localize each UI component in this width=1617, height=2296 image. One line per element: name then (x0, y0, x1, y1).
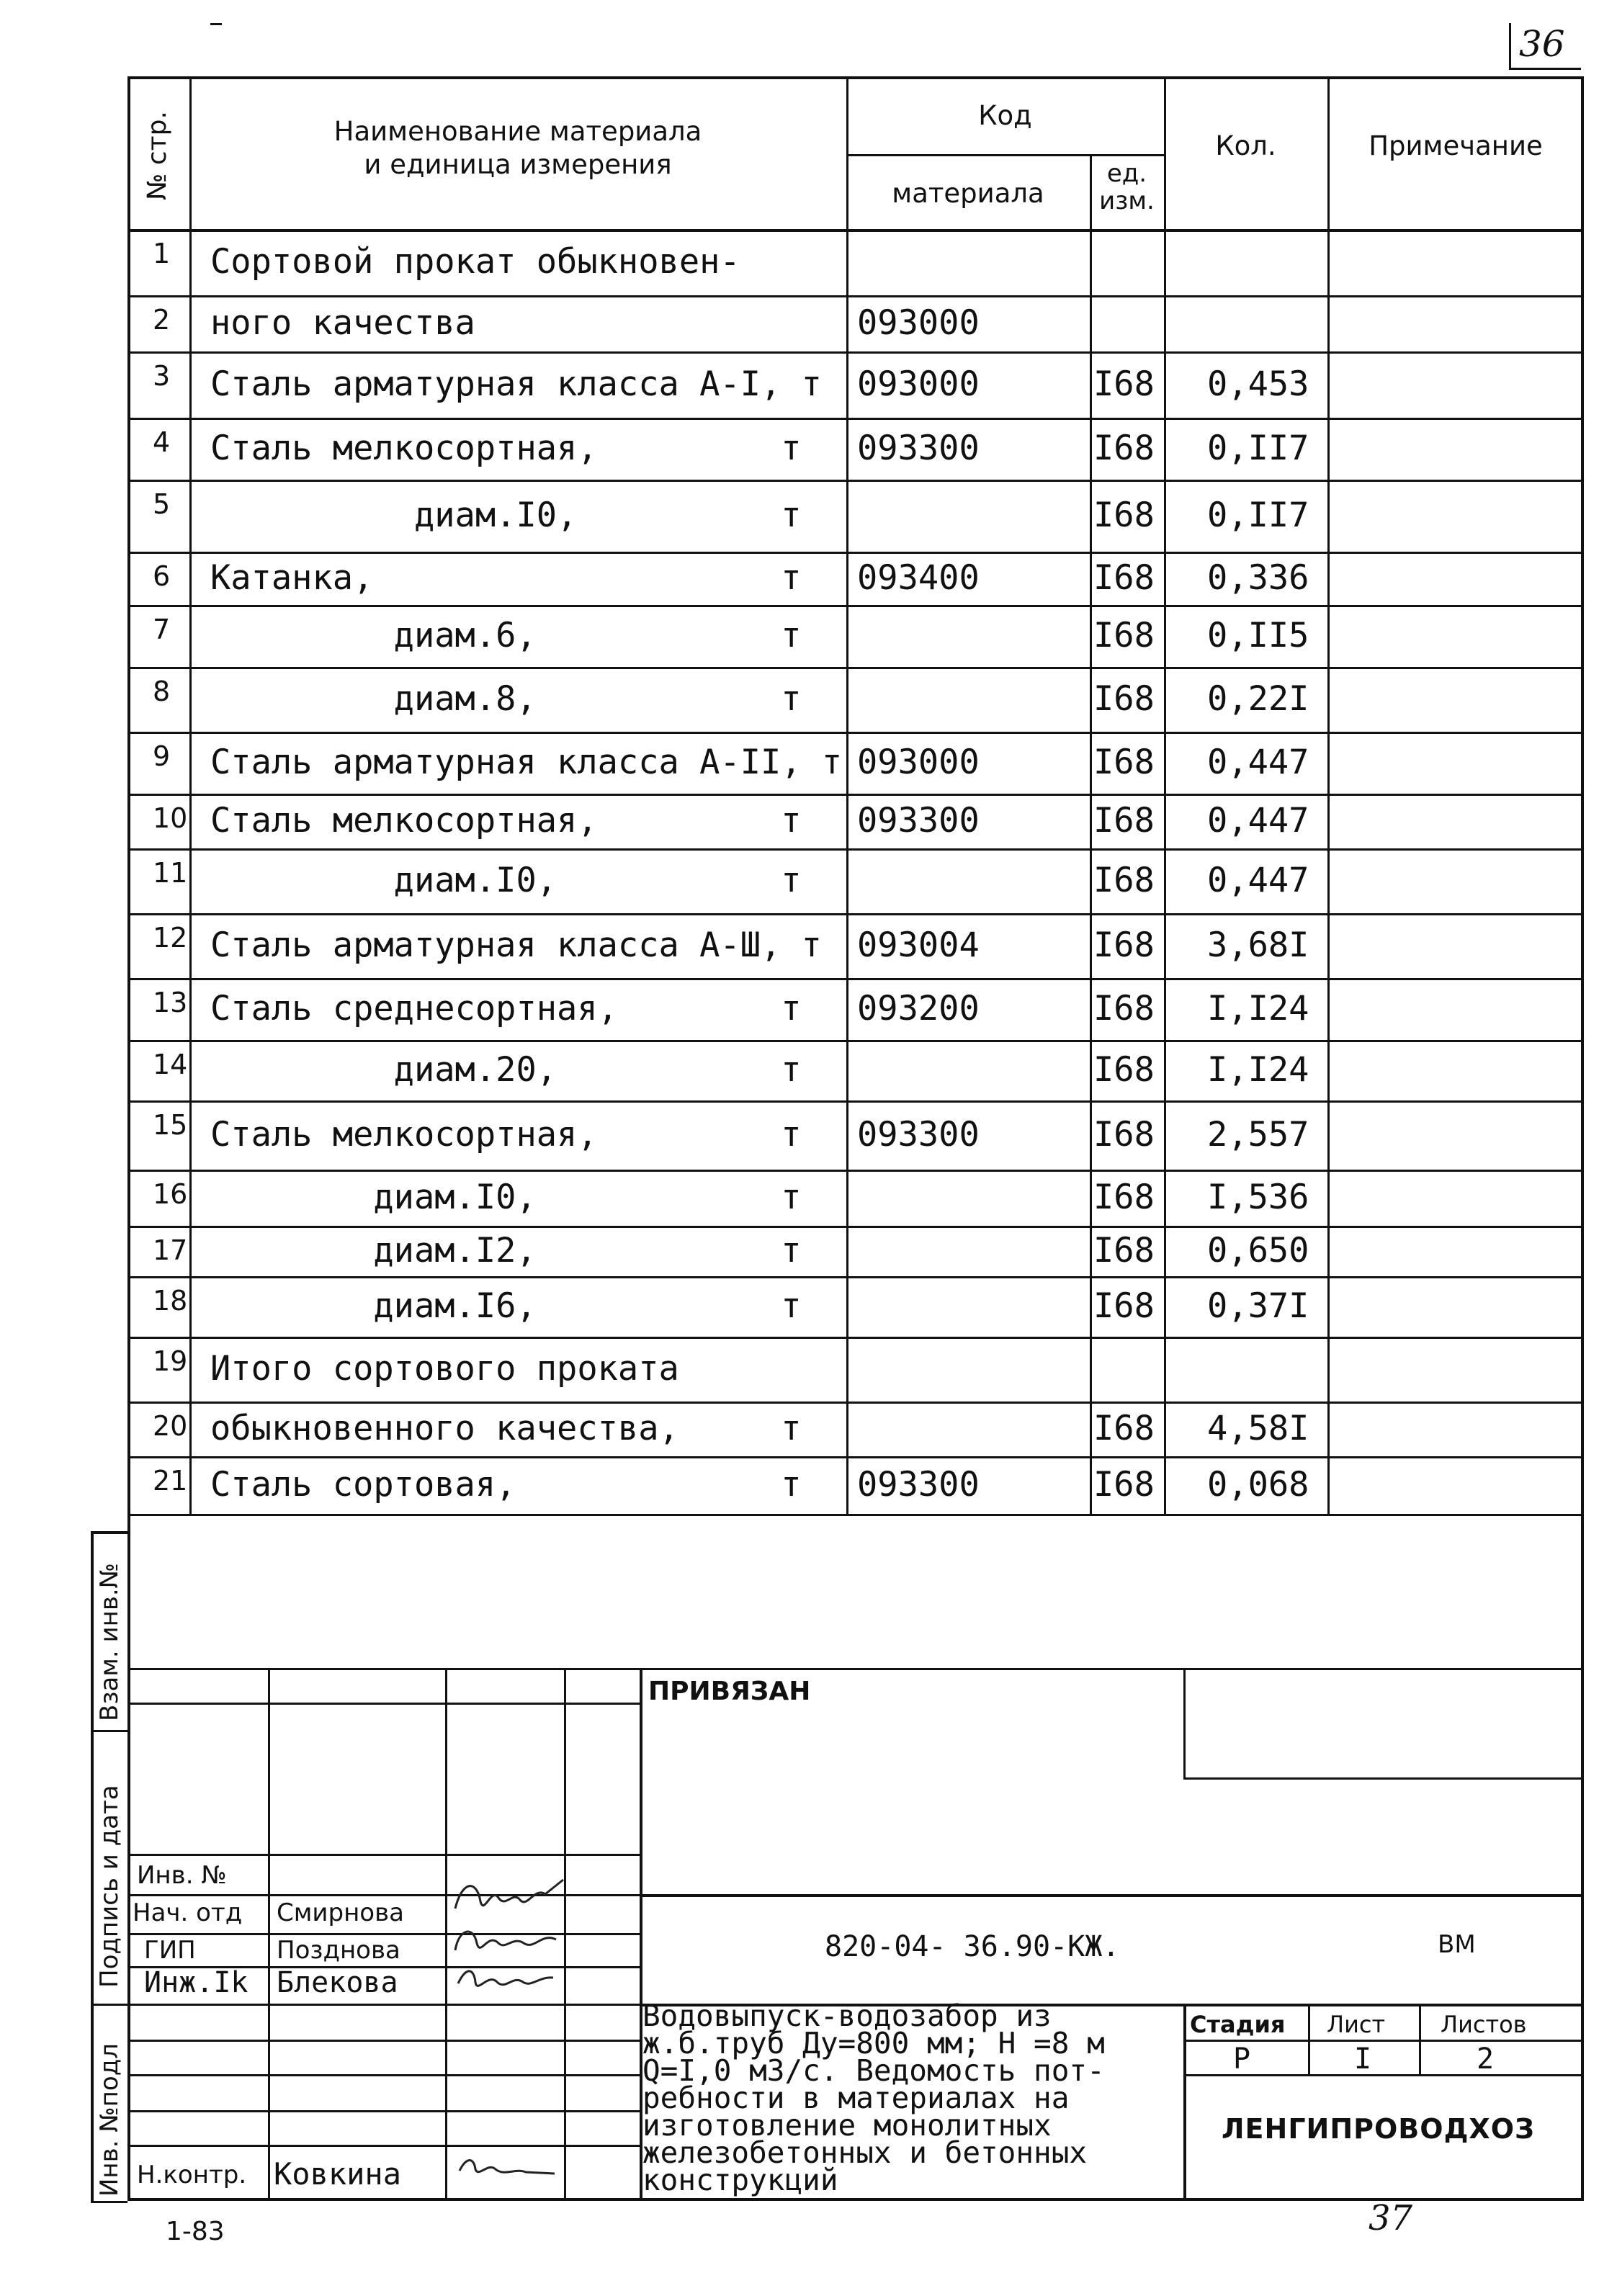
row-divider (127, 848, 1584, 851)
row-name: диам.I2, т (210, 1231, 802, 1270)
row-divider (127, 1040, 1584, 1042)
row-unit-code: I68 (1093, 1115, 1155, 1154)
row-unit-code: I68 (1093, 495, 1155, 535)
row-divider (127, 605, 1584, 607)
row-quantity: 0,447 (1207, 861, 1309, 900)
row-divider (127, 732, 1584, 734)
row-material-code: 093000 (857, 364, 980, 404)
row-number: 16 (153, 1178, 188, 1210)
row-number: 19 (153, 1345, 188, 1377)
header-name (189, 115, 846, 181)
row-quantity: 0,II7 (1207, 495, 1309, 535)
row-name: обыкновенного качества, т (210, 1409, 802, 1448)
top-mark (210, 23, 222, 25)
row-quantity: 3,68I (1207, 925, 1309, 965)
header-name-line2: и единица измерения (364, 149, 672, 180)
row-material-code: 093300 (857, 801, 980, 840)
header-code-material: материала (892, 178, 1044, 209)
row-name: Итого сортового проката (210, 1349, 679, 1389)
row-unit-code: I68 (1093, 364, 1155, 404)
sheets-label: Листов (1441, 2011, 1527, 2038)
row-divider (127, 1402, 1584, 1404)
privyazan-label: ПРИВЯЗАН (648, 1677, 811, 1706)
row-unit-code: I68 (1093, 429, 1155, 468)
row-number: 1 (153, 238, 171, 269)
row-divider (127, 1170, 1584, 1172)
row-unit-code: I68 (1093, 1286, 1155, 1326)
row-unit-code: I68 (1093, 1231, 1155, 1270)
signature-kovkina (454, 2149, 562, 2185)
row-divider (127, 1226, 1584, 1228)
role-inzh: Инж.Ik (144, 1966, 248, 1999)
row-divider (127, 1337, 1584, 1339)
header-row-no: № стр. (143, 111, 172, 200)
row-quantity: 4,58I (1207, 1409, 1309, 1448)
header-code-unit (1090, 160, 1164, 215)
row-name: Сталь мелкосортная, т (210, 1115, 802, 1154)
row-number: 6 (153, 560, 171, 592)
row-unit-code: I68 (1093, 1465, 1155, 1504)
role-n-kontr: Н.контр. (137, 2161, 247, 2189)
header-code-unit-line2: изм. (1099, 187, 1155, 215)
row-divider (127, 1100, 1584, 1103)
row-quantity: 0,447 (1207, 801, 1309, 840)
row-divider (127, 351, 1584, 354)
row-number: 2 (153, 304, 171, 336)
document-title-line: конструкций (642, 2163, 838, 2197)
row-material-code: 093000 (857, 303, 980, 343)
document-title-line: изготовление монолитных (642, 2108, 1052, 2143)
document-title (642, 1999, 1183, 2197)
row-quantity: I,I24 (1207, 989, 1309, 1028)
row-material-code: 093400 (857, 558, 980, 598)
row-divider (127, 295, 1584, 297)
row-name: диам.I0, т (210, 495, 802, 535)
stage-label: Стадия (1190, 2011, 1286, 2038)
row-unit-code: I68 (1093, 801, 1155, 840)
row-material-code: 093000 (857, 743, 980, 782)
row-number: 5 (153, 488, 171, 520)
header-name-line1: Наименование материала (333, 116, 702, 147)
header-code: Код (978, 100, 1032, 131)
row-unit-code: I68 (1093, 558, 1155, 598)
form-code: 1-83 (166, 2217, 225, 2246)
row-number: 8 (153, 676, 171, 707)
row-number: 17 (153, 1234, 188, 1266)
inv-no-label: Инв. № (137, 1861, 227, 1890)
row-quantity: 0,447 (1207, 743, 1309, 782)
sheets-value: 2 (1477, 2042, 1495, 2076)
document-title-line: ж.б.труб Ду=800 мм; Н =8 м (642, 2026, 1105, 2060)
role-nach-otd: Нач. отд (133, 1898, 243, 1927)
row-number: 13 (153, 987, 188, 1018)
row-quantity: I,I24 (1207, 1050, 1309, 1090)
row-material-code: 093300 (857, 1465, 980, 1504)
row-name: ного качества (210, 303, 475, 343)
row-divider (127, 978, 1584, 980)
row-quantity: 0,650 (1207, 1231, 1309, 1270)
row-unit-code: I68 (1093, 1050, 1155, 1090)
row-unit-code: I68 (1093, 743, 1155, 782)
row-name: диам.I6, т (210, 1286, 802, 1326)
stage-value: Р (1233, 2042, 1251, 2076)
row-name: Сталь сортовая, т (210, 1465, 802, 1504)
row-number: 10 (153, 802, 188, 834)
row-divider (127, 552, 1584, 554)
row-quantity: 0,II5 (1207, 616, 1309, 655)
row-divider (127, 667, 1584, 669)
row-divider (127, 480, 1584, 482)
row-name: Сталь арматурная класса А-I, т (210, 364, 822, 404)
row-number: 4 (153, 426, 171, 458)
row-unit-code: I68 (1093, 925, 1155, 965)
row-quantity: 0,22I (1207, 679, 1309, 719)
row-number: 12 (153, 922, 188, 954)
sheet-label: Лист (1327, 2011, 1386, 2038)
name-nach-otd: Смирнова (277, 1898, 404, 1927)
row-unit-code: I68 (1093, 1409, 1155, 1448)
row-name: диам.6, т (210, 616, 802, 655)
row-name: Катанка, т (210, 558, 802, 598)
row-name: Сталь мелкосортная, т (210, 429, 802, 468)
name-n-kontr: Ковкина (274, 2156, 402, 2192)
row-quantity: 2,557 (1207, 1115, 1309, 1154)
role-gip: ГИП (144, 1936, 196, 1965)
row-name: диам.20, т (210, 1050, 802, 1090)
row-number: 21 (153, 1465, 188, 1497)
row-quantity: 0,II7 (1207, 429, 1309, 468)
row-unit-code: I68 (1093, 989, 1155, 1028)
organization-name: ЛЕНГИПРОВОДХОЗ (1222, 2113, 1536, 2145)
header-code-unit-line1: ед. (1106, 159, 1147, 188)
row-quantity: 0,068 (1207, 1465, 1309, 1504)
row-quantity: I,536 (1207, 1178, 1309, 1217)
row-unit-code: I68 (1093, 679, 1155, 719)
row-unit-code: I68 (1093, 616, 1155, 655)
row-name: Сталь среднесортная, т (210, 989, 802, 1028)
doc-code: 820-04- 36.90-КЖ. (825, 1930, 1120, 1963)
row-name: Сталь мелкосортная, т (210, 801, 802, 840)
row-name: диам.8, т (210, 679, 802, 719)
document-title-line: ребности в материалах на (642, 2081, 1070, 2115)
row-divider (127, 794, 1584, 796)
row-quantity: 0,336 (1207, 558, 1309, 598)
row-name: диам.I0, т (210, 861, 802, 900)
row-quantity: 0,453 (1207, 364, 1309, 404)
document-title-line: Водовыпуск-водозабор из (642, 1999, 1052, 2033)
row-divider (127, 913, 1584, 915)
row-number: 18 (153, 1285, 188, 1317)
row-name: Сортовой прокат обыкновен- (210, 242, 740, 282)
row-quantity: 0,37I (1207, 1286, 1309, 1326)
row-material-code: 093004 (857, 925, 980, 965)
header-note: Примечание (1369, 130, 1543, 161)
document-title-line: Q=I,0 м3/с. Ведомость пот- (642, 2053, 1105, 2088)
sheet-value: I (1354, 2042, 1372, 2076)
label-inv-podl: Инв. №подл (95, 2043, 124, 2197)
name-inzh: Блекова (277, 1966, 398, 1999)
label-podpis-data: Подпись и дата (95, 1785, 124, 1988)
header-qty: Кол. (1215, 130, 1276, 161)
signature-pozdnova (448, 1921, 570, 1965)
row-number: 9 (153, 740, 171, 772)
row-unit-code: I68 (1093, 1178, 1155, 1217)
row-name: Сталь арматурная класса А-Ш, т (210, 925, 822, 965)
row-number: 11 (153, 857, 188, 889)
row-material-code: 093300 (857, 429, 980, 468)
row-divider (127, 418, 1584, 420)
row-number: 15 (153, 1109, 188, 1141)
row-unit-code: I68 (1093, 861, 1155, 900)
row-material-code: 093200 (857, 989, 980, 1028)
label-vzam-inv: Взам. инв.№ (95, 1562, 124, 1721)
document-title-line: железобетонных и бетонных (642, 2135, 1088, 2170)
row-name: Сталь арматурная класса А-II, т (210, 743, 843, 782)
row-number: 3 (153, 360, 171, 392)
row-number: 14 (153, 1049, 188, 1080)
row-material-code: 093300 (857, 1115, 980, 1154)
page-number-bottom: 37 (1369, 2198, 1413, 2238)
row-number: 20 (153, 1410, 188, 1442)
signature-blekova (452, 1962, 560, 1998)
row-name: диам.I0, т (210, 1178, 802, 1217)
page-number-top-text: 36 (1519, 23, 1565, 65)
row-divider (127, 1276, 1584, 1278)
row-divider (127, 1456, 1584, 1458)
doc-mark: ВМ (1438, 1930, 1476, 1959)
name-gip: Позднова (277, 1936, 400, 1965)
row-number: 7 (153, 614, 171, 645)
